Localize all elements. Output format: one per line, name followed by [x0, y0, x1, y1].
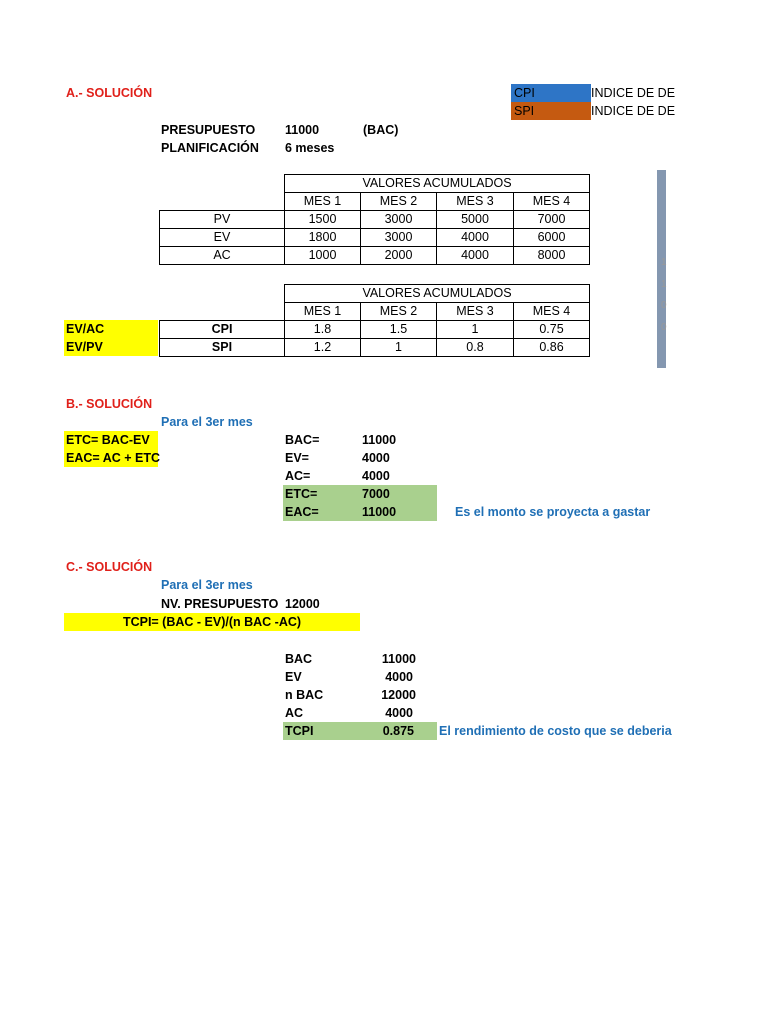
table-cell: 1500 [285, 211, 361, 229]
formula-ev-pv: EV/PV [64, 338, 158, 356]
cpi-legend-text: INDICE DE DE [591, 86, 676, 100]
performance-index-table [159, 284, 590, 357]
table-corner [160, 285, 285, 303]
formula-eac: EAC= AC + ETC [66, 451, 161, 465]
table-cell: 2000 [361, 247, 437, 265]
etc-value: 7000 [362, 487, 390, 501]
column-header: MES 1 [285, 193, 361, 211]
tcpi-label: TCPI [285, 724, 314, 738]
formula-etc: ETC= BAC-EV [64, 431, 158, 449]
column-header: MES 2 [361, 303, 437, 321]
table-cell: 3000 [361, 229, 437, 247]
column-header: MES 3 [437, 303, 514, 321]
table-cell: 4000 [437, 247, 514, 265]
nv-presupuesto-value: 12000 [285, 597, 320, 611]
section-c-heading: C.- SOLUCIÓN [66, 560, 153, 574]
row-label: SPI [160, 339, 285, 357]
table-cell: 1800 [285, 229, 361, 247]
planificacion-value: 6 meses [285, 141, 335, 155]
nv-presupuesto-label: NV. PRESUPUESTO [161, 597, 279, 611]
tcpi-value: 0.875 [382, 724, 414, 738]
chart-edge [657, 170, 666, 368]
bac-value: 11000 [362, 433, 397, 447]
table-title: VALORES ACUMULADOS [285, 285, 590, 303]
c-bac-label: BAC [285, 652, 313, 666]
table-row [160, 321, 590, 339]
table-cell: 8000 [514, 247, 590, 265]
cpi-legend-label: CPI [514, 86, 535, 100]
table-corner [160, 303, 285, 321]
table-cell: 1 [361, 339, 437, 357]
table-cell: 6000 [514, 229, 590, 247]
section-b-subtitle: Para el 3er mes [161, 415, 253, 429]
table-cell: 3000 [361, 211, 437, 229]
eac-label: EAC= [285, 505, 319, 519]
column-header: MES 4 [514, 193, 590, 211]
table-cell: 1.2 [285, 339, 361, 357]
table-cell: 7000 [514, 211, 590, 229]
planificacion-label: PLANIFICACIÓN [161, 141, 259, 155]
accumulated-values-table [159, 174, 590, 265]
eac-value: 11000 [362, 505, 397, 519]
tcpi-note: El rendimiento de costo que se deberia [439, 724, 672, 738]
table-corner [160, 193, 285, 211]
table-cell: 1 [437, 321, 514, 339]
section-a-heading: A.- SOLUCIÓN [66, 86, 153, 100]
chart-tick: 0 [661, 300, 667, 311]
column-header: MES 1 [285, 303, 361, 321]
table-corner [160, 175, 285, 193]
section-b-heading: B.- SOLUCIÓN [66, 397, 153, 411]
table-cell: 4000 [437, 229, 514, 247]
presupuesto-value: 11000 [285, 123, 320, 137]
bac-label: BAC= [285, 433, 320, 447]
row-label: EV [160, 229, 285, 247]
row-label: PV [160, 211, 285, 229]
c-ev-value: 4000 [385, 670, 413, 684]
tcpi-formula: TCPI= (BAC - EV)/(n BAC -AC) [64, 613, 360, 631]
spi-legend-label: SPI [514, 104, 535, 118]
table-row [160, 229, 590, 247]
c-ac-value: 4000 [385, 706, 413, 720]
table-cell: 1.5 [361, 321, 437, 339]
column-header: MES 4 [514, 303, 590, 321]
table-cell: 0.75 [514, 321, 590, 339]
c-nbac-value: 12000 [381, 688, 416, 702]
presupuesto-label: PRESUPUESTO [161, 123, 256, 137]
ev-value: 4000 [362, 451, 390, 465]
table-cell: 0.86 [514, 339, 590, 357]
spi-legend-text: INDICE DE DE [591, 104, 676, 118]
chart-tick: 0 [661, 322, 667, 333]
c-ac-label: AC [285, 706, 304, 720]
etc-label: ETC= [285, 487, 318, 501]
row-label: CPI [160, 321, 285, 339]
c-nbac-label: n BAC [285, 688, 324, 702]
chart-tick: 1 [661, 257, 667, 268]
eac-note: Es el monto se proyecta a gastar [455, 505, 651, 519]
c-bac-value: 11000 [381, 652, 416, 666]
formula-ev-ac: EV/AC [64, 320, 158, 338]
ev-label: EV= [285, 451, 309, 465]
column-header: MES 3 [437, 193, 514, 211]
table-row [160, 339, 590, 357]
row-label: AC [160, 247, 285, 265]
column-header: MES 2 [361, 193, 437, 211]
table-title: VALORES ACUMULADOS [285, 175, 590, 193]
table-cell: 1.8 [285, 321, 361, 339]
ac-label: AC= [285, 469, 311, 483]
table-cell: 5000 [437, 211, 514, 229]
table-row [160, 211, 590, 229]
table-cell: 0.8 [437, 339, 514, 357]
chart-tick: 1 [661, 279, 667, 290]
table-row [160, 247, 590, 265]
ac-value: 4000 [362, 469, 390, 483]
presupuesto-unit: (BAC) [363, 123, 399, 137]
c-ev-label: EV [285, 670, 302, 684]
table-cell: 1000 [285, 247, 361, 265]
section-c-subtitle: Para el 3er mes [161, 578, 253, 592]
